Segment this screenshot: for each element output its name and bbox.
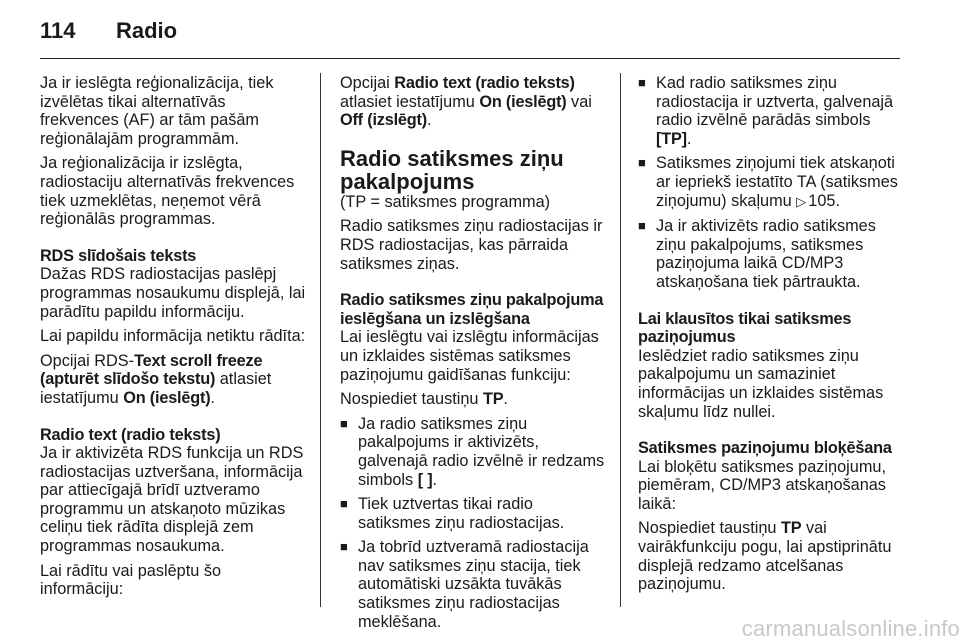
text: Ja radio satiksmes ziņu pakalpojums ir aktivizēts, galvenajā radio izvēlnē ir redzams simbols bbox=[358, 414, 605, 489]
text: . bbox=[432, 470, 438, 489]
column-3 bbox=[638, 74, 904, 594]
paragraph-traffic-onoff: Lai ieslēgtu vai izslēgtu informācijas un izklaides sistēmas satiksmes paziņojumu gaidīšanas funkciju: bbox=[340, 328, 599, 384]
bullet-list-traffic bbox=[638, 74, 904, 292]
column-divider-1 bbox=[320, 73, 321, 607]
paragraph-tp-definition: (TP = satiksmes programma) bbox=[340, 192, 551, 211]
paragraph-press-tp bbox=[340, 390, 606, 409]
text: Nospiediet taustiņu bbox=[638, 519, 782, 538]
text: Satiksmes ziņojumi tiek atskaņoti ar iepriekš iestatīto TA (satiksmes ziņojumu) skaļumu bbox=[656, 154, 898, 210]
text: Ja tobrīd uztveramā radiostacija nav satiksmes ziņu stacija, tiek automātiski uzsākta tuvākās satiksmes ziņu radiostacijas meklēšana. bbox=[358, 538, 589, 631]
column-1 bbox=[40, 74, 308, 599]
text: atlasiet iestatījumu bbox=[40, 370, 272, 407]
text: . bbox=[835, 191, 840, 210]
column-divider-2 bbox=[620, 73, 621, 607]
text: atlasiet iestatījumu bbox=[340, 92, 480, 111]
subheading-block-traffic: Satiksmes paziņojumu bloķēšana bbox=[638, 439, 892, 458]
subheading-traffic-onoff: Radio satiksmes ziņu pakalpojuma ieslēgšana un izslēgšana bbox=[340, 291, 604, 328]
bullet-icon: ■ bbox=[340, 539, 348, 555]
paragraph-block-traffic: Lai bloķētu satiksmes paziņojumu, piemēram, CD/MP3 atskaņošanas laikā: bbox=[638, 457, 886, 513]
column-2 bbox=[340, 74, 606, 631]
paragraph-press-tp-cancel bbox=[638, 519, 904, 593]
list-item bbox=[340, 415, 606, 489]
paragraph-scroll-freeze bbox=[40, 352, 308, 408]
text: Opcijai RDS- bbox=[40, 351, 135, 370]
symbol-tp: [TP] bbox=[656, 129, 687, 148]
paragraph-radio-text-option bbox=[340, 74, 606, 130]
subheading-rds-scroll: RDS slīdošais teksts bbox=[40, 246, 197, 265]
menu-option-scroll-freeze: Text scroll freeze (apturēt slīdošo tekstu) bbox=[40, 351, 263, 389]
page-reference-icon: ▷ bbox=[796, 193, 807, 209]
paragraph-hide-info: Lai papildu informācija netiktu rādīta: bbox=[40, 327, 306, 346]
watermark: carmanualsonline.info bbox=[741, 616, 960, 641]
text: Ja ir aktivizēts radio satiksmes ziņu pakalpojums, satiksmes paziņojuma laikā CD/MP3 atskaņošana tiek pārtraukta. bbox=[656, 217, 876, 291]
section-title-traffic-service: Radio satiksmes ziņu pakalpojums bbox=[340, 145, 564, 194]
page-reference-link[interactable]: 105 bbox=[808, 191, 836, 210]
setting-on: On (ieslēgt) bbox=[123, 388, 211, 407]
text: . bbox=[503, 390, 508, 409]
text: Nospiediet taustiņu bbox=[340, 390, 484, 409]
paragraph-radio-text: Ja ir aktivizēta RDS funkcija un RDS radiostacijas uztveršana, informācija par attiecīgajā brīdī uztveramo programmu un atskaņoto mūzikas celiņu tiek rādīta displejā zem programmas nosaukuma. bbox=[40, 444, 304, 556]
paragraph-show-hide: Lai rādītu vai paslēptu šo informāciju: bbox=[40, 561, 222, 599]
button-label-tp: TP bbox=[483, 390, 504, 409]
subheading-only-traffic: Lai klausītos tikai satiksmes paziņojumus bbox=[638, 309, 852, 347]
menu-option-radio-text: Radio text (radio teksts) bbox=[394, 74, 575, 92]
list-item bbox=[340, 495, 606, 532]
bullet-icon: ■ bbox=[340, 415, 348, 431]
setting-off: Off (izslēgt) bbox=[340, 111, 427, 130]
bullet-icon: ■ bbox=[340, 496, 348, 512]
paragraph-only-traffic: Ieslēdziet radio satiksmes ziņu pakalpojumu un samaziniet informācijas un izklaides sistēmas skaļumu līdz nullei. bbox=[638, 346, 884, 421]
paragraph-rds-scroll-intro: Dažas RDS radiostacijas paslēpj programmas nosaukumu displejā, lai parādītu papildu informāciju. bbox=[40, 265, 306, 321]
bullet-list-tp bbox=[340, 415, 606, 632]
text: Kad radio satiksmes ziņu radiostacija ir uztverta, galvenajā radio izvēlnē parādās simbols bbox=[656, 74, 894, 130]
list-item bbox=[340, 538, 606, 631]
text: vai bbox=[566, 92, 592, 111]
text: . bbox=[210, 388, 215, 407]
paragraph-af-regional-off: Ja reģionalizācija ir izslēgta, radiostaciju alternatīvās frekvences tiek uzmeklētas, neņemot vērā reģionālās programmas. bbox=[40, 154, 295, 229]
list-item bbox=[638, 217, 904, 291]
setting-on: On (ieslēgt) bbox=[479, 92, 567, 111]
list-item bbox=[638, 74, 904, 148]
page-title: Radio bbox=[116, 18, 178, 43]
paragraph-af-regional-on: Ja ir ieslēgta reģionalizācija, tiek izvēlētas tikai alternatīvās frekvences (AF) ar tām pašām reģionālajām programmām. bbox=[40, 74, 274, 148]
header-rule bbox=[40, 58, 900, 59]
text: . bbox=[686, 129, 692, 148]
bullet-icon: ■ bbox=[638, 75, 646, 90]
text: Tiek uztvertas tikai radio satiksmes ziņu radiostacijas. bbox=[358, 495, 565, 532]
symbol-brackets: [ ] bbox=[417, 470, 433, 489]
text: Opcijai bbox=[340, 74, 395, 92]
bullet-icon: ■ bbox=[638, 218, 646, 234]
text: . bbox=[426, 111, 432, 130]
page-header bbox=[40, 10, 177, 52]
text: vai vairākfunkciju pogu, lai apstiprinātu displejā redzamo atcelšanas paziņojumu. bbox=[638, 519, 892, 594]
list-item bbox=[638, 154, 904, 211]
bullet-icon: ■ bbox=[638, 155, 646, 171]
button-label-tp: TP bbox=[781, 519, 802, 538]
subheading-radio-text: Radio text (radio teksts) bbox=[40, 425, 221, 444]
paragraph-traffic-stations: Radio satiksmes ziņu radiostacijas ir RDS radiostacijas, kas pārraida satiksmes ziņas. bbox=[340, 217, 603, 273]
page-number: 114 bbox=[40, 18, 76, 43]
